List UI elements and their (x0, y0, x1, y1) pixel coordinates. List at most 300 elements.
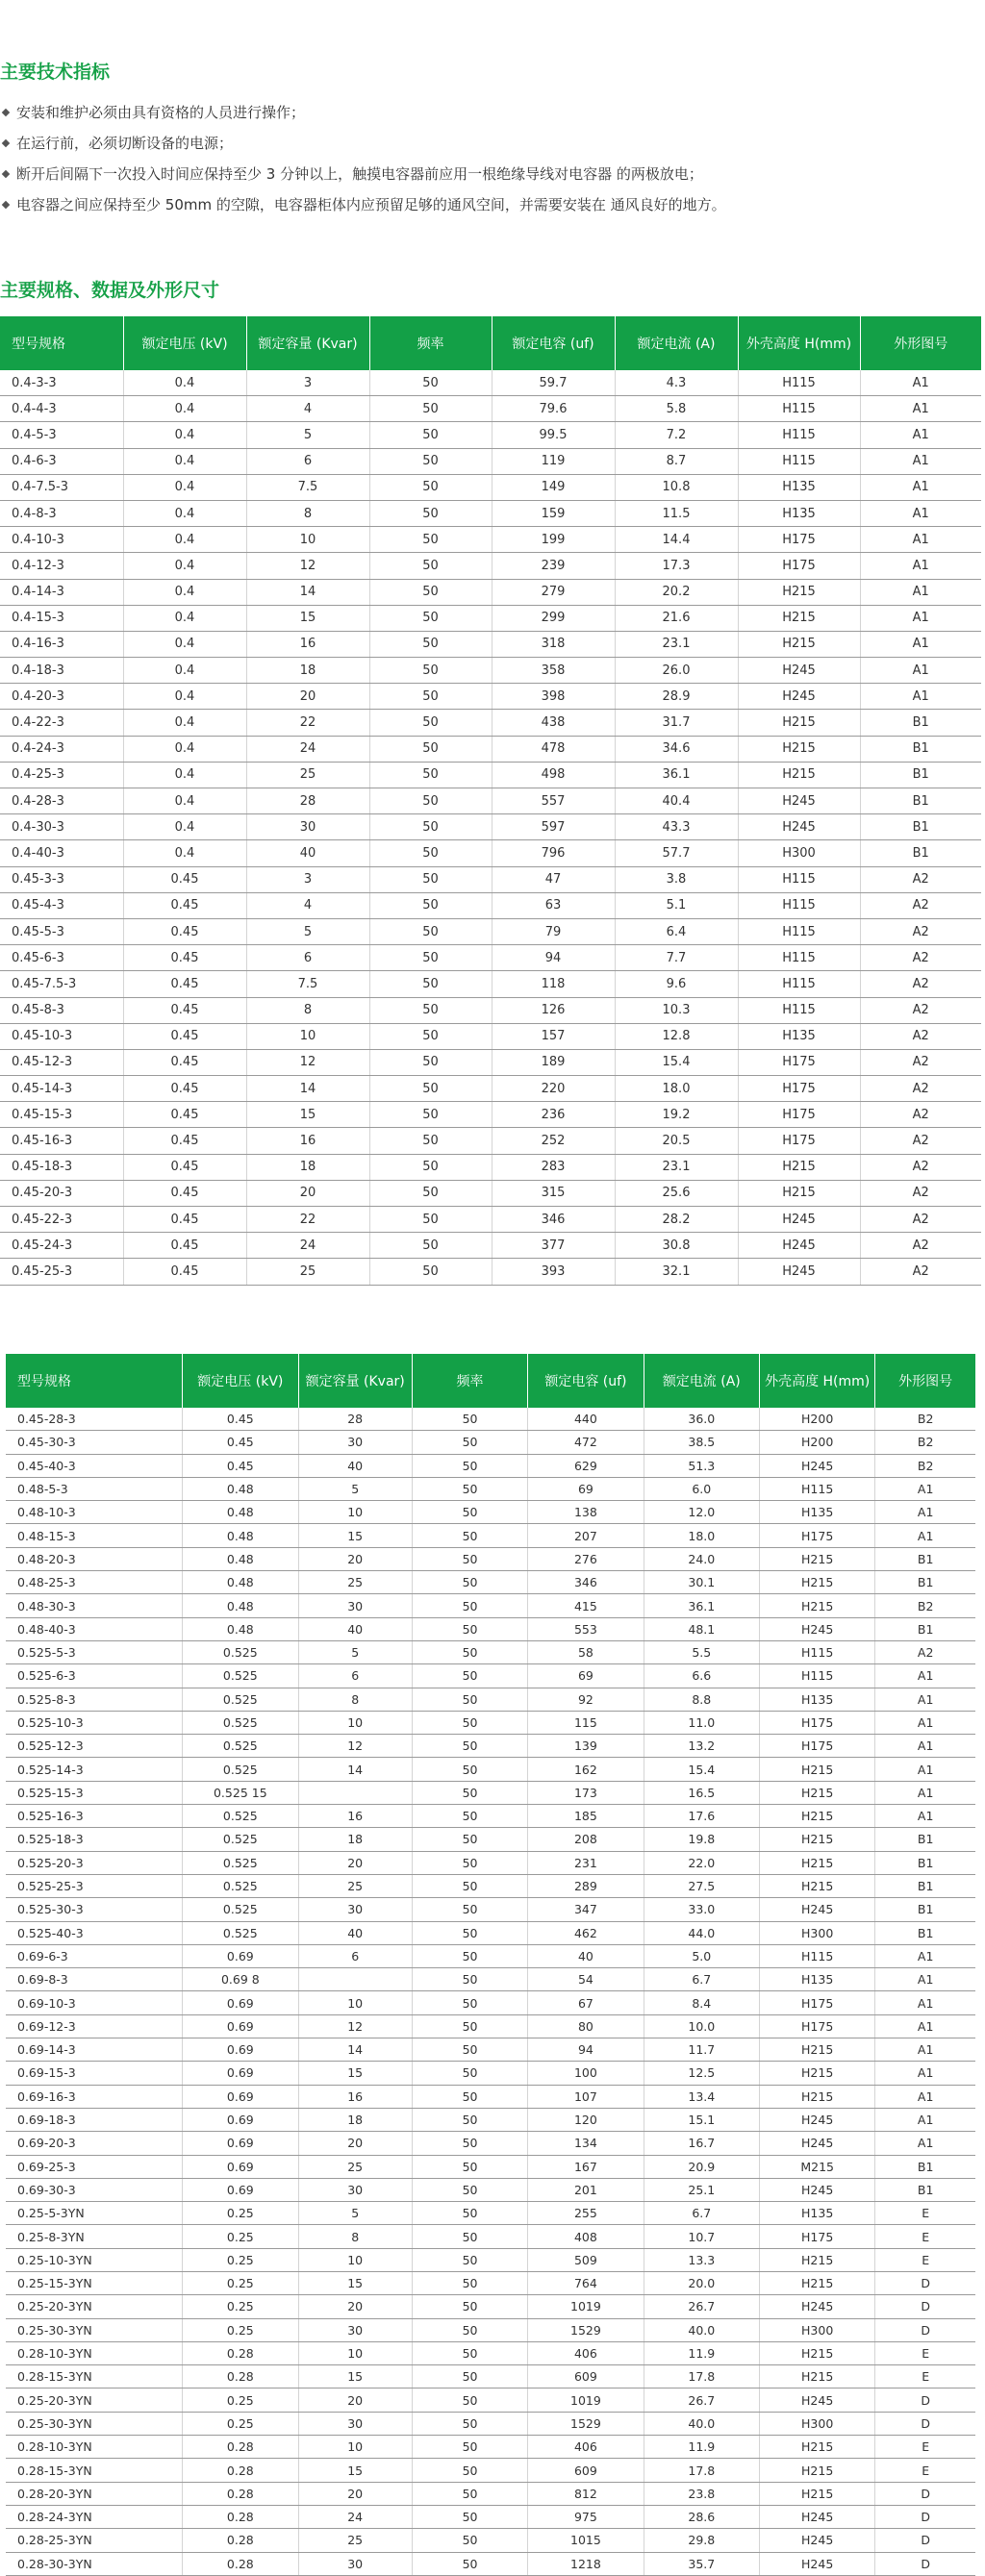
table-cell: 8 (298, 1688, 412, 1711)
table-cell: 50 (412, 2178, 527, 2201)
table-cell: 58 (528, 1640, 644, 1663)
table-cell: H200 (759, 1431, 874, 1454)
table-row (6, 2482, 975, 2505)
table-cell: 6 (246, 945, 369, 971)
table-cell: 15 (246, 605, 369, 631)
table-cell: 50 (412, 1944, 527, 1967)
table-cell: 12 (246, 553, 369, 579)
table-cell: 5 (298, 1640, 412, 1663)
table-cell: 15 (298, 2062, 412, 2085)
table-cell: D (875, 2482, 975, 2505)
table-cell: H245 (738, 1207, 860, 1233)
table-header-row (0, 316, 981, 370)
table-cell: 0.69 (183, 2014, 298, 2038)
table-cell: 0.525-12-3 (6, 1735, 183, 1758)
table-cell: 20 (246, 1180, 369, 1206)
table-cell: 0.45-7.5-3 (0, 971, 123, 997)
table-cell: 50 (369, 866, 492, 892)
table-cell: 0.25 (183, 2295, 298, 2318)
table-cell: A1 (875, 2085, 975, 2108)
table-cell: 40.4 (615, 788, 738, 814)
table-cell: 22 (246, 710, 369, 736)
table-cell: 50 (369, 1259, 492, 1285)
table-cell: 0.4-24-3 (0, 736, 123, 762)
table-cell: 36.1 (644, 1594, 759, 1617)
table-cell: 48.1 (644, 1617, 759, 1640)
table-row (6, 1617, 975, 1640)
table-cell: 0.45 (123, 1128, 246, 1154)
table-cell: 126 (492, 997, 615, 1023)
table-cell: 50 (369, 500, 492, 526)
table-cell: 0.4-18-3 (0, 658, 123, 684)
table-cell: 10 (298, 1991, 412, 2014)
table-cell: 0.4 (123, 527, 246, 553)
table-cell: 0.28 (183, 2552, 298, 2575)
table-cell: 24.0 (644, 1547, 759, 1570)
table-cell: 7.2 (615, 422, 738, 448)
table-cell: 0.4 (123, 658, 246, 684)
table-cell: 26.7 (644, 2388, 759, 2412)
table-cell: 0.4-7.5-3 (0, 474, 123, 500)
table-row (0, 866, 981, 892)
table-cell: A2 (860, 1128, 981, 1154)
table-cell: 173 (528, 1781, 644, 1804)
table-cell: 40 (298, 1921, 412, 1944)
table-cell: 19.2 (615, 1102, 738, 1128)
table-cell: 10 (298, 1501, 412, 1524)
table-cell: H245 (759, 2295, 874, 2318)
table-cell: 40 (528, 1944, 644, 1967)
table-cell: 149 (492, 474, 615, 500)
table-cell: 16 (246, 1128, 369, 1154)
column-header: 额定容量 (Kvar) (246, 316, 369, 370)
table-cell: H245 (759, 2552, 874, 2575)
table-cell: 557 (492, 788, 615, 814)
column-header: 外壳高度 H(mm) (759, 1354, 874, 1408)
table-cell: H300 (738, 840, 860, 866)
table-cell: 553 (528, 1617, 644, 1640)
table-cell: 0.525-18-3 (6, 1828, 183, 1851)
table-cell: 597 (492, 814, 615, 840)
table-cell: 12 (246, 1049, 369, 1075)
table-cell: E (875, 2365, 975, 2388)
table-cell: 50 (412, 2482, 527, 2505)
table-cell: B1 (860, 814, 981, 840)
table-cell: 796 (492, 840, 615, 866)
table-cell: 94 (528, 2038, 644, 2062)
table-cell: 10.0 (644, 2014, 759, 2038)
table-cell: 20 (246, 684, 369, 710)
table-cell: 0.4 (123, 553, 246, 579)
table-cell: 462 (528, 1921, 644, 1944)
table-cell: 0.45-28-3 (6, 1408, 183, 1431)
table-cell: 0.69-6-3 (6, 1944, 183, 1967)
table-cell: 1019 (528, 2388, 644, 2412)
table-cell: 318 (492, 631, 615, 657)
table-cell: 0.45 (123, 1023, 246, 1049)
table-cell: 252 (492, 1128, 615, 1154)
table-cell: 162 (528, 1758, 644, 1781)
table-cell: 812 (528, 2482, 644, 2505)
table-row (6, 1735, 975, 1758)
table-cell: 40 (298, 1454, 412, 1477)
table-cell: H300 (759, 1921, 874, 1944)
table-cell: 50 (369, 474, 492, 500)
note-text: 电容器之间应保持至少 50mm 的空隙，电容器柜体内应预留足够的通风空间，并需要安装在 通风良好的地方。 (16, 196, 726, 213)
table-cell: 13.4 (644, 2085, 759, 2108)
table-cell: H175 (738, 1102, 860, 1128)
table-cell: 99.5 (492, 422, 615, 448)
table-cell: A1 (860, 474, 981, 500)
table-cell: 25 (298, 1874, 412, 1897)
table-cell: 24 (246, 736, 369, 762)
table-cell: 0.45-40-3 (6, 1454, 183, 1477)
table-cell: 18 (298, 1828, 412, 1851)
table-cell: H115 (738, 422, 860, 448)
table-cell: B1 (875, 1874, 975, 1897)
table-cell: H115 (738, 448, 860, 474)
table-cell: 20 (298, 2482, 412, 2505)
table-cell: 9.6 (615, 971, 738, 997)
table-row (0, 1076, 981, 1102)
table-cell: 0.25-30-3YN (6, 2318, 183, 2341)
table-cell: 8.7 (615, 448, 738, 474)
table-cell: E (875, 2459, 975, 2482)
table-cell: 0.45-25-3 (0, 1259, 123, 1285)
table-row (6, 1640, 975, 1663)
table-cell: A1 (860, 422, 981, 448)
table-cell: 6.4 (615, 918, 738, 944)
table-cell: 159 (492, 500, 615, 526)
table-cell: 0.25 (183, 2412, 298, 2435)
table-cell: H215 (759, 2271, 874, 2294)
table-cell: 283 (492, 1154, 615, 1180)
table-cell: 19.8 (644, 1828, 759, 1851)
table-row (6, 1781, 975, 1804)
table-cell: 20 (298, 1851, 412, 1874)
table-cell: 0.48-10-3 (6, 1501, 183, 1524)
column-header: 型号规格 (6, 1354, 183, 1408)
table-cell: 276 (528, 1547, 644, 1570)
table-cell: 0.4-5-3 (0, 422, 123, 448)
table-cell: 6.7 (644, 1968, 759, 1991)
table-cell: 50 (412, 1431, 527, 1454)
table-cell: 15 (246, 1102, 369, 1128)
table-cell: 50 (412, 2341, 527, 2364)
table-row (6, 1851, 975, 1874)
table-cell: 50 (412, 1640, 527, 1663)
table-cell: 50 (412, 2062, 527, 2085)
table-cell: 69 (528, 1477, 644, 1500)
table-cell: A1 (860, 396, 981, 422)
table-cell: 0.69 8 (183, 1968, 298, 1991)
table-cell: 14 (298, 1758, 412, 1781)
table-cell: 408 (528, 2225, 644, 2248)
table-cell: 498 (492, 762, 615, 788)
table-cell: 50 (412, 1921, 527, 1944)
table-cell: 50 (412, 1688, 527, 1711)
table-cell: H115 (738, 396, 860, 422)
table-row (0, 1102, 981, 1128)
table-cell: 10.7 (644, 2225, 759, 2248)
table-cell: 0.48-25-3 (6, 1571, 183, 1594)
table-cell: A1 (875, 1944, 975, 1967)
table-cell: 0.4 (123, 474, 246, 500)
table-cell: A1 (860, 684, 981, 710)
table-cell: 0.69-25-3 (6, 2155, 183, 2178)
table-cell: 0.45-10-3 (0, 1023, 123, 1049)
table-cell: 10 (246, 1023, 369, 1049)
table-cell: E (875, 2202, 975, 2225)
table-cell: A1 (875, 1991, 975, 2014)
table-row (6, 1921, 975, 1944)
table-cell: 25.1 (644, 2178, 759, 2201)
table-row (6, 2062, 975, 2085)
table-cell: 0.69-15-3 (6, 2062, 183, 2085)
table-cell: 13.3 (644, 2248, 759, 2271)
table-cell: 0.28-10-3YN (6, 2436, 183, 2459)
table-cell: 0.525-16-3 (6, 1805, 183, 1828)
table-cell: H245 (738, 788, 860, 814)
table-cell: H175 (759, 1524, 874, 1547)
table-cell: 20.2 (615, 579, 738, 605)
table-cell: H245 (759, 1454, 874, 1477)
table-cell: H215 (738, 579, 860, 605)
table-cell: 15.4 (644, 1758, 759, 1781)
table-cell: A1 (875, 1501, 975, 1524)
table-cell: 0.45 (123, 1102, 246, 1128)
note-item (0, 159, 981, 189)
table-cell: D (875, 2505, 975, 2528)
table-cell: 0.525-5-3 (6, 1640, 183, 1663)
table-cell: 10.8 (615, 474, 738, 500)
table-row (6, 2202, 975, 2225)
table-cell: A1 (860, 631, 981, 657)
table-row (0, 1049, 981, 1075)
table-cell: H135 (759, 1968, 874, 1991)
table-cell: 0.69 (183, 2108, 298, 2131)
table-row (6, 2248, 975, 2271)
table-cell: A1 (860, 527, 981, 553)
table-cell: 0.525 15 (183, 1781, 298, 1804)
table-cell: 6.7 (644, 2202, 759, 2225)
table-row (6, 1408, 975, 1431)
table-cell: 289 (528, 1874, 644, 1897)
table-cell: H245 (738, 684, 860, 710)
table-cell: 167 (528, 2155, 644, 2178)
table-cell: 30 (298, 1594, 412, 1617)
table-cell: 478 (492, 736, 615, 762)
table-cell: 5 (298, 1477, 412, 1500)
table-cell: A1 (860, 448, 981, 474)
table-cell: 50 (369, 840, 492, 866)
table-cell: 20 (298, 2388, 412, 2412)
table-cell: 0.69 (183, 2178, 298, 2201)
table-row (6, 1758, 975, 1781)
table-cell: 50 (412, 1524, 527, 1547)
table-cell: 18 (246, 658, 369, 684)
table-cell: 393 (492, 1259, 615, 1285)
table-cell: 472 (528, 1431, 644, 1454)
table-cell: H175 (759, 1711, 874, 1734)
table-cell: 5.5 (644, 1640, 759, 1663)
table-cell: 30 (298, 1898, 412, 1921)
table-cell: 0.525-14-3 (6, 1758, 183, 1781)
table-cell: 0.48 (183, 1594, 298, 1617)
table-cell: 0.4 (123, 762, 246, 788)
table-cell: 0.4-12-3 (0, 553, 123, 579)
table-row (6, 1594, 975, 1617)
table-cell: 0.525 (183, 1874, 298, 1897)
table-cell: 208 (528, 1828, 644, 1851)
table-cell: 50 (412, 2295, 527, 2318)
table-cell: A2 (860, 971, 981, 997)
table-cell: 20 (298, 2132, 412, 2155)
table-cell: 0.25-5-3YN (6, 2202, 183, 2225)
table-cell: A1 (875, 1477, 975, 1500)
table-cell: 28.9 (615, 684, 738, 710)
table-cell: B1 (860, 762, 981, 788)
table-cell: 0.525 (183, 1735, 298, 1758)
table-cell: 0.4 (123, 422, 246, 448)
table-row (6, 1431, 975, 1454)
table-cell: H135 (759, 2202, 874, 2225)
table-cell: H215 (738, 1180, 860, 1206)
table-cell: 0.48 (183, 1477, 298, 1500)
table-cell: H215 (738, 1154, 860, 1180)
table-cell: 0.69 (183, 2132, 298, 2155)
table-cell: 0.4-40-3 (0, 840, 123, 866)
table-cell: 27.5 (644, 1874, 759, 1897)
table-cell: 40 (246, 840, 369, 866)
note-item (0, 97, 981, 128)
table-cell: 25 (246, 1259, 369, 1285)
table-cell: A2 (860, 1259, 981, 1285)
table-cell: H175 (759, 1735, 874, 1758)
table-cell: 0.25-15-3YN (6, 2271, 183, 2294)
table-cell: 30.8 (615, 1233, 738, 1259)
table-cell: 5 (298, 2202, 412, 2225)
table-cell: H115 (738, 370, 860, 396)
table-cell: 609 (528, 2459, 644, 2482)
table-cell: 220 (492, 1076, 615, 1102)
table-cell: 10 (298, 2436, 412, 2459)
table-cell: 10 (298, 2341, 412, 2364)
table-cell: 17.8 (644, 2365, 759, 2388)
table-cell: 0.28 (183, 2459, 298, 2482)
table-cell: H115 (738, 866, 860, 892)
table-cell: B2 (875, 1431, 975, 1454)
table-cell: 50 (369, 788, 492, 814)
table-cell: A1 (875, 1805, 975, 1828)
table-cell: 0.45 (123, 1076, 246, 1102)
table-cell: 0.525 (183, 1664, 298, 1688)
table-cell: 50 (412, 2459, 527, 2482)
table-cell: 50 (369, 997, 492, 1023)
table-cell: 11.9 (644, 2341, 759, 2364)
table-cell: 36.0 (644, 1408, 759, 1431)
table-cell: B2 (875, 1408, 975, 1431)
table-cell: 0.25 (183, 2318, 298, 2341)
table-cell: 0.45 (123, 918, 246, 944)
table-cell: 12.5 (644, 2062, 759, 2085)
table-cell: H215 (759, 1851, 874, 1874)
table-cell: 0.4-3-3 (0, 370, 123, 396)
table-cell: 199 (492, 527, 615, 553)
table-cell: 34.6 (615, 736, 738, 762)
table-cell: 0.25 (183, 2388, 298, 2412)
table-cell: D (875, 2318, 975, 2341)
table-cell: 59.7 (492, 370, 615, 396)
table-cell: 15.1 (644, 2108, 759, 2131)
table-cell: 50 (412, 1781, 527, 1804)
table-cell: 0.28-25-3YN (6, 2529, 183, 2552)
table-cell: 50 (369, 736, 492, 762)
table-cell: 0.4 (123, 370, 246, 396)
table-row (0, 1207, 981, 1233)
table-cell: 28.2 (615, 1207, 738, 1233)
table-cell: 30 (298, 2178, 412, 2201)
table-cell: 50 (412, 2202, 527, 2225)
table-cell: 20.5 (615, 1128, 738, 1154)
table-cell: 12.8 (615, 1023, 738, 1049)
table-cell: 11.7 (644, 2038, 759, 2062)
table-cell: 43.3 (615, 814, 738, 840)
table-cell: 0.69 (183, 1944, 298, 1967)
table-row (6, 1828, 975, 1851)
table-cell: 0.48 (183, 1571, 298, 1594)
table-cell: 0.28-15-3YN (6, 2365, 183, 2388)
table-cell: 0.25 (183, 2248, 298, 2271)
table-row (6, 2271, 975, 2294)
table-cell: A2 (860, 1076, 981, 1102)
table-cell: 8.4 (644, 1991, 759, 2014)
table-cell: 0.45 (123, 1207, 246, 1233)
table-cell: 255 (528, 2202, 644, 2225)
note-item (0, 128, 981, 159)
table-cell: 28.6 (644, 2505, 759, 2528)
table-cell: B1 (860, 840, 981, 866)
table-cell: 50 (412, 1735, 527, 1758)
table-cell: 7.5 (246, 474, 369, 500)
table-cell: 0.28-24-3YN (6, 2505, 183, 2528)
table-cell: 50 (412, 2436, 527, 2459)
table-cell: 0.525-40-3 (6, 1921, 183, 1944)
table-cell: A2 (860, 1233, 981, 1259)
table-cell: 3 (246, 866, 369, 892)
table-cell: 415 (528, 1594, 644, 1617)
table-cell: 0.45 (183, 1408, 298, 1431)
table-cell: A2 (860, 1023, 981, 1049)
table-cell: 0.4-15-3 (0, 605, 123, 631)
table-cell: 279 (492, 579, 615, 605)
note-text: 安装和维护必须由具有资格的人员进行操作； (16, 104, 306, 121)
diamond-bullet-icon (2, 109, 10, 116)
table-cell: A1 (875, 1968, 975, 1991)
table-cell: 0.69-10-3 (6, 1991, 183, 2014)
table-cell: A2 (860, 892, 981, 918)
table-cell: 0.69 (183, 2085, 298, 2108)
table-cell: 0.28 (183, 2365, 298, 2388)
table-cell: H215 (759, 2062, 874, 2085)
table-cell: 0.45-15-3 (0, 1102, 123, 1128)
table-cell: 107 (528, 2085, 644, 2108)
table-row (0, 500, 981, 526)
table-cell: 189 (492, 1049, 615, 1075)
table-cell: 0.525 (183, 1898, 298, 1921)
table-cell: 10 (298, 2248, 412, 2271)
table-cell: 8 (298, 2225, 412, 2248)
